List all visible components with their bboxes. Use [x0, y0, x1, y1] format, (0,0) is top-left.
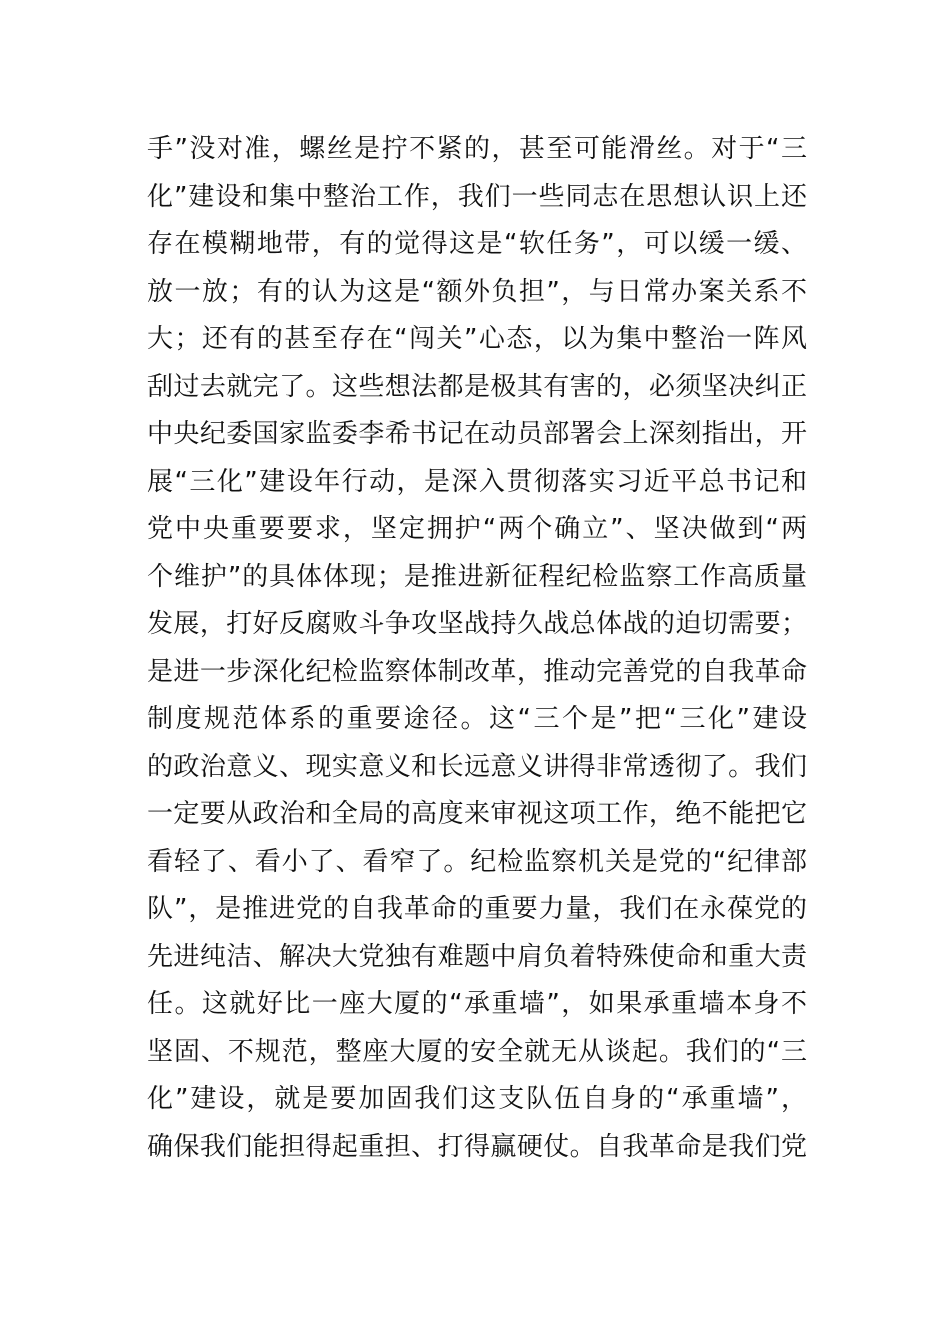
- text-line: 存在模糊地带，有的觉得这是“软任务”，可以缓一缓、: [147, 229, 807, 259]
- text-line: 是进一步深化纪检监察体制改革，推动完善党的自我革命: [147, 656, 807, 687]
- text-line: 队”，是推进党的自我革命的重要力量，我们在永葆党的: [147, 894, 807, 924]
- text-line: 任。这就好比一座大厦的“承重墙”，如果承重墙本身不: [147, 989, 807, 1019]
- text-line: 展“三化”建设年行动，是深入贯彻落实习近平总书记和: [147, 466, 807, 497]
- text-line: 一定要从政治和全局的高度来审视这项工作，绝不能把它: [147, 799, 807, 829]
- body-text: [147, 126, 807, 1171]
- text-line: 个维护”的具体体现；是推进新征程纪检监察工作高质量: [147, 561, 807, 592]
- text-line: 先进纯洁、解决大党独有难题中肩负着特殊使命和重大责: [147, 941, 807, 972]
- text-line: 手”没对准，螺丝是拧不紧的，甚至可能滑丝。对于“三: [147, 134, 807, 164]
- text-line: 坚固、不规范，整座大厦的安全就无从谈起。我们的“三: [147, 1036, 807, 1067]
- text-line: 确保我们能担得起重担、打得赢硬仗。自我革命是我们党: [147, 1131, 807, 1162]
- text-line: 中央纪委国家监委李希书记在动员部署会上深刻指出，开: [147, 419, 807, 449]
- text-line: 化”建设和集中整治工作，我们一些同志在思想认识上还: [147, 181, 807, 212]
- text-line: 放一放；有的认为这是“额外负担”，与日常办案关系不: [147, 276, 807, 307]
- text-line: 化”建设，就是要加固我们这支队伍自身的“承重墙”，: [147, 1084, 807, 1114]
- text-line: 大；还有的甚至存在“闯关”心态，以为集中整治一阵风: [147, 324, 807, 354]
- text-line: 发展，打好反腐败斗争攻坚战持久战总体战的迫切需要；: [147, 609, 807, 639]
- text-line: 看轻了、看小了、看窄了。纪检监察机关是党的“纪律部: [147, 846, 807, 877]
- text-line: 的政治意义、现实意义和长远意义讲得非常透彻了。我们: [147, 751, 807, 782]
- text-line: 刮过去就完了。这些想法都是极其有害的，必须坚决纠正: [147, 371, 807, 402]
- text-line: 党中央重要要求，坚定拥护“两个确立”、坚决做到“两: [147, 514, 807, 544]
- text-line: 制度规范体系的重要途径。这“三个是”把“三化”建设: [147, 704, 807, 734]
